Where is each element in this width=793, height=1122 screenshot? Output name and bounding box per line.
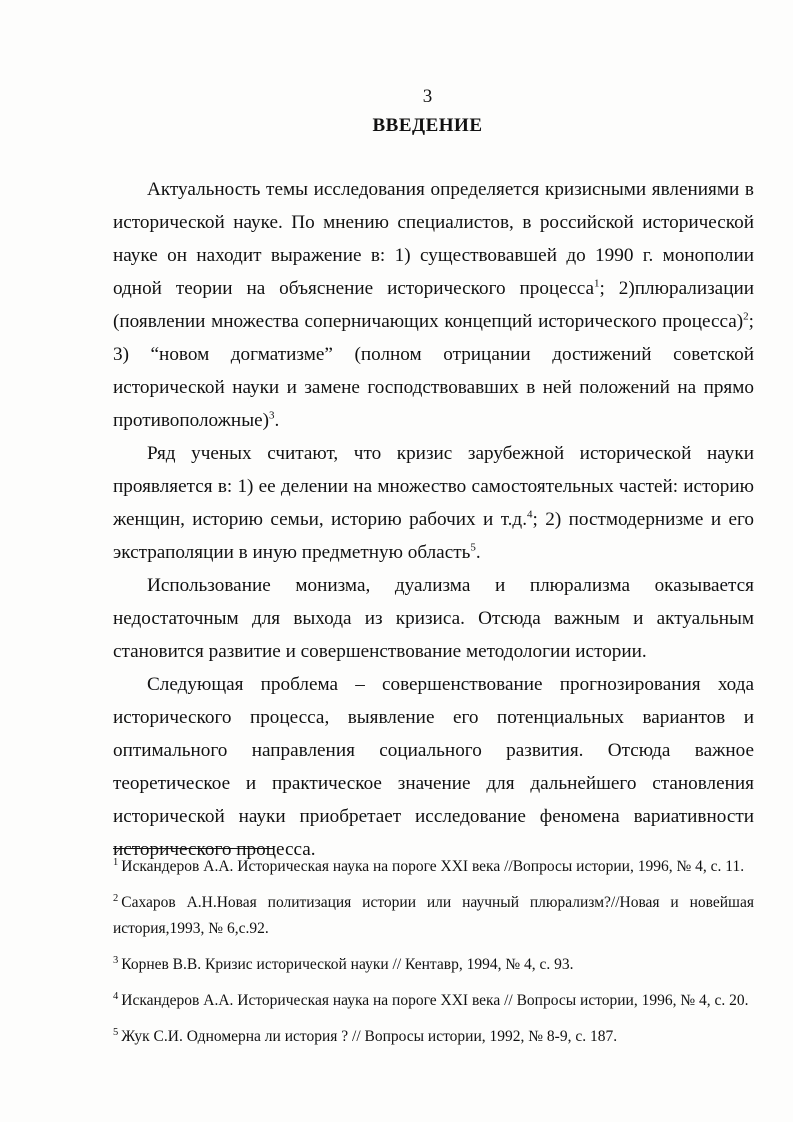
footnote <box>113 890 754 942</box>
paragraph-text: Следующая проблема – совершенствование прогнозирования хода исторического процесса, выявление его потенциальных вариантов и оптимального направления социального развития. Отсюда важное теоретическое и практическое значение для дальнейшего становления исторической науки приобретает исследование феномена вариативности исторического процесса. <box>113 674 754 860</box>
footnote-ref: 3 <box>269 409 275 422</box>
page-title: ВВЕДЕНИЕ <box>372 115 483 136</box>
footnote-divider <box>113 848 273 849</box>
footnote-ref: 4 <box>527 508 533 521</box>
paragraph <box>113 173 754 437</box>
body-text <box>113 173 754 866</box>
paragraph-text: Ряд ученых считают, что кризис зарубежной исторической науки проявляется в: 1) ее делении на множество самостоятельных частей: историю женщин, историю семьи, историю рабочих и т.д. <box>113 443 754 530</box>
paragraph-text: . <box>475 542 481 563</box>
footnote-number: 3 <box>113 954 119 966</box>
paragraph-text: Использование монизма, дуализма и плюрализма оказывается недостаточным для выхода из кризиса. Отсюда важным и актуальным становится развитие и совершенствование методологии истории. <box>113 575 754 662</box>
footnote-number: 4 <box>113 990 119 1002</box>
footnote-text: Искандеров А.А. Историческая наука на пороге XXI века //Вопросы истории, 1996, № 4, с. 11. <box>121 858 745 875</box>
footnote-number: 2 <box>113 892 119 904</box>
paragraph <box>113 569 754 668</box>
footnote-text: Искандеров А.А. Историческая наука на пороге XXI века // Вопросы истории, 1996, № 4, с. 20. <box>121 992 749 1009</box>
footnote <box>113 988 754 1014</box>
paragraph-text: . <box>274 410 280 431</box>
footnote-ref: 2 <box>743 310 749 323</box>
paragraph-text: ; 2) постмодернизме и его экстраполяции в иную предметную область <box>113 509 754 563</box>
page-number: 3 <box>422 86 433 107</box>
footnote-number: 1 <box>113 856 119 868</box>
footnote <box>113 854 754 880</box>
footnote <box>113 1024 754 1050</box>
footnote-text: Сахаров А.Н.Новая политизация истории или научный плюрализм?//Новая и новейшая история,1993, № 6,с.92. <box>113 894 754 937</box>
footnote-text: Жук С.И. Одномерна ли история ? // Вопросы истории, 1992, № 8-9, с. 187. <box>121 1028 618 1045</box>
footnote-number: 5 <box>113 1026 119 1038</box>
paragraph <box>113 668 754 866</box>
paragraph-text: ; 3) “новом догматизме” (полном отрицании достижений советской исторической науки и замене господствовавших в ней положений на прямо противоположные) <box>113 311 754 431</box>
paragraph-text: ; 2)плюрализации (появлении множества соперничающих концепций исторического процесса) <box>113 278 754 332</box>
paragraph <box>113 437 754 569</box>
footnote <box>113 952 754 978</box>
paragraph-text: Актуальность темы исследования определяется кризисными явлениями в исторической науке. По мнению специалистов, в российской исторической науке он находит выражение в: 1) существовавшей до 1990 г. монополии одной теории на объяснение исторического процесса <box>113 179 754 299</box>
footnote-text: Корнев В.В. Кризис исторической науки // Кентавр, 1994, № 4, с. 93. <box>121 956 574 973</box>
footnote-ref: 5 <box>470 541 476 554</box>
footnotes <box>113 854 754 1060</box>
footnote-ref: 1 <box>594 277 600 290</box>
